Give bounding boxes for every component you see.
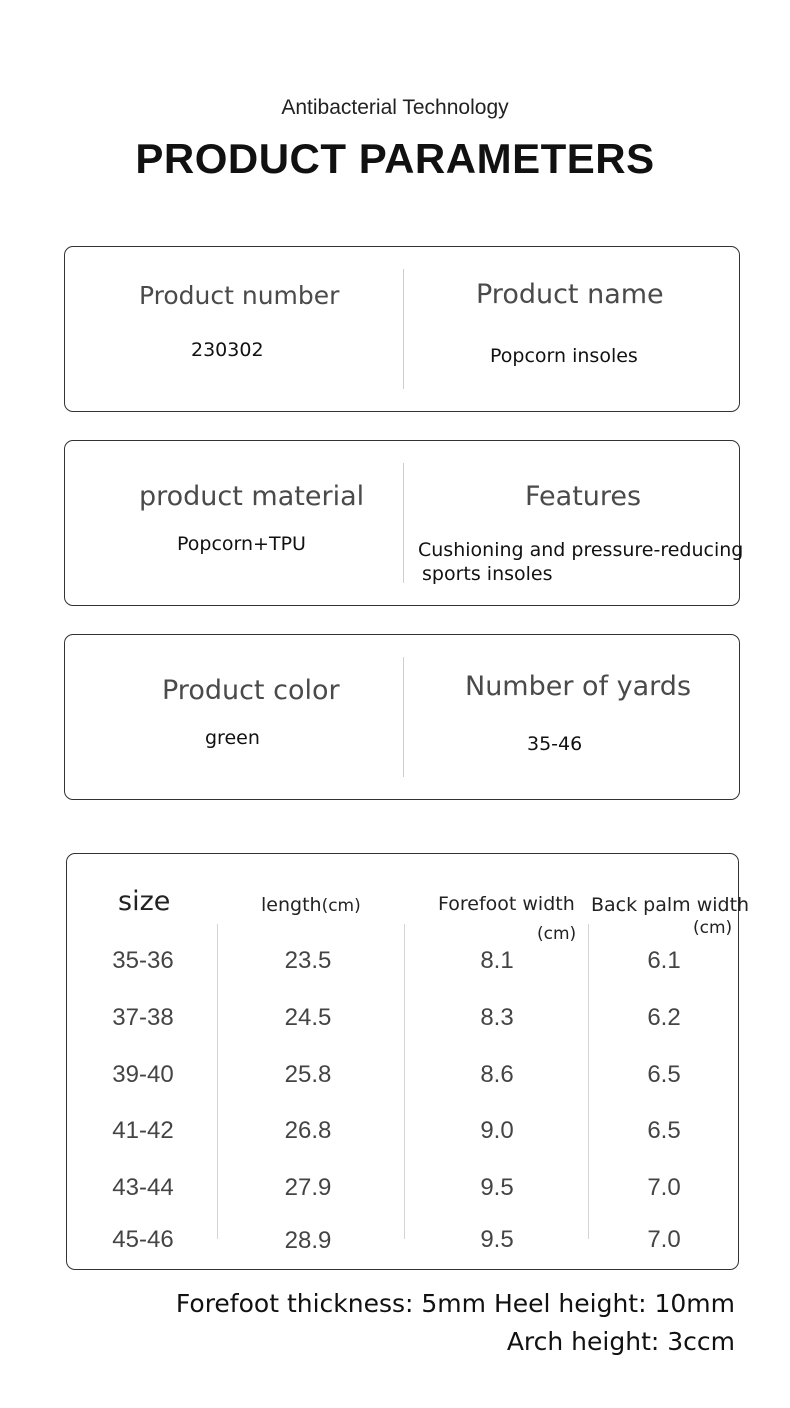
- card-material-features: [64, 440, 744, 606]
- cell-back: 7.0: [647, 1226, 681, 1253]
- cell-size: 43-44: [112, 1174, 174, 1201]
- number-of-yards-value: 35-46: [527, 733, 583, 755]
- features-label: Features: [525, 481, 642, 512]
- card-product-id: [64, 246, 740, 412]
- cell-length: 26.8: [284, 1117, 332, 1144]
- table-divider: [217, 924, 218, 1239]
- cell-length: 28.9: [284, 1227, 332, 1254]
- page-title: PRODUCT PARAMETERS: [135, 135, 655, 182]
- cell-forefoot: 8.6: [480, 1061, 514, 1088]
- product-name-label: Product name: [476, 279, 664, 310]
- cell-length: 25.8: [284, 1061, 332, 1088]
- header-forefoot-unit: (cm): [537, 924, 577, 944]
- header-length-label: length: [261, 894, 322, 916]
- card-color-yards: [64, 634, 740, 800]
- header-forefoot-width: Forefoot width: [438, 893, 575, 915]
- header-length: [261, 894, 361, 916]
- cell-back: 6.1: [647, 947, 681, 974]
- product-color-label: Product color: [162, 675, 340, 706]
- table-divider: [588, 924, 589, 1239]
- number-of-yards-label: Number of yards: [465, 671, 692, 702]
- header-length-unit: (cm): [321, 896, 361, 916]
- cell-length: 23.5: [284, 947, 332, 974]
- cell-size: 35-36: [112, 947, 174, 974]
- header-back-unit: (cm): [693, 918, 733, 938]
- cell-length: 27.9: [284, 1174, 332, 1201]
- product-number-value: 230302: [191, 339, 264, 361]
- cell-back: 6.2: [647, 1004, 681, 1031]
- cell-back: 7.0: [647, 1174, 681, 1201]
- card-divider: [403, 657, 404, 777]
- card-divider: [403, 269, 404, 389]
- cell-forefoot: 9.5: [480, 1174, 514, 1201]
- header-size: size: [118, 886, 171, 917]
- product-name-value: Popcorn insoles: [490, 345, 638, 367]
- header-back-palm-width: Back palm width: [591, 894, 750, 916]
- thickness-note: Forefoot thickness: 5mm Heel height: 10mm: [175, 1289, 735, 1318]
- cell-back: 6.5: [647, 1061, 681, 1088]
- product-color-value: green: [205, 727, 260, 749]
- cell-length: 24.5: [284, 1004, 332, 1031]
- cell-forefoot: 8.3: [480, 1004, 514, 1031]
- cell-size: 39-40: [112, 1061, 174, 1088]
- cell-size: 37-38: [112, 1004, 174, 1031]
- product-number-label: Product number: [139, 281, 340, 310]
- cell-forefoot: 8.1: [480, 947, 514, 974]
- table-divider: [404, 924, 405, 1239]
- arch-height-note: Arch height: 3ccm: [506, 1327, 735, 1356]
- features-value-line1: Cushioning and pressure-reducing: [418, 539, 744, 561]
- cell-forefoot: 9.0: [480, 1117, 514, 1144]
- cell-size: 41-42: [112, 1117, 174, 1144]
- cell-back: 6.5: [647, 1117, 681, 1144]
- product-material-value: Popcorn+TPU: [177, 533, 306, 555]
- product-material-label: product material: [139, 481, 365, 512]
- cell-forefoot: 9.5: [480, 1226, 514, 1253]
- size-table: [66, 853, 750, 1270]
- cell-size: 45-46: [112, 1226, 174, 1253]
- page-subtitle: Antibacterial Technology: [281, 96, 509, 119]
- card-divider: [403, 463, 404, 583]
- features-value-line2: sports insoles: [422, 563, 553, 585]
